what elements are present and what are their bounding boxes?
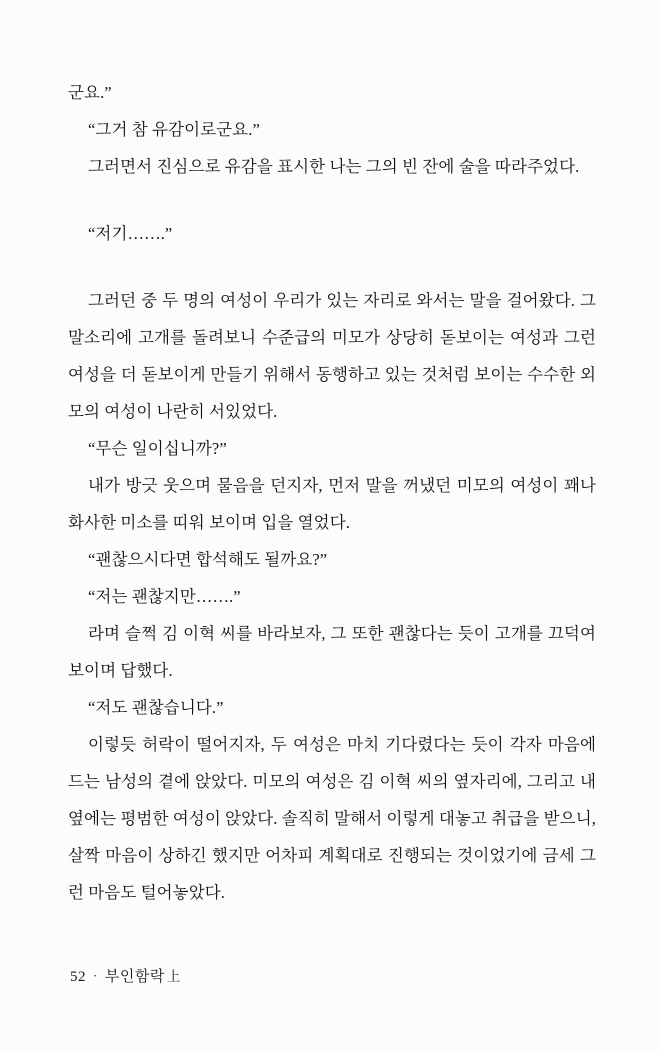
paragraph: 군요.” [68, 83, 112, 102]
paragraph: “괜찮으시다면 합석해도 될까요?” [88, 550, 328, 569]
paragraph: “무슨 일이십니까?” [88, 439, 227, 458]
page-text-body [68, 74, 596, 911]
paragraph: 그러면서 진심으로 유감을 표시한 나는 그의 빈 잔에 술을 따라주었다. [88, 157, 580, 176]
book-volume: 上 [166, 969, 181, 984]
book-title: 부인함락 [104, 969, 165, 985]
paragraph: “저기…….” [88, 224, 173, 243]
paragraph: “그거 참 유감이로군요.” [88, 120, 260, 139]
paragraph: 내가 방긋 웃으며 물음을 던지자, 먼저 말을 꺼냈던 미모의 여성이 꽤나 화사한 미소를 띠워 보이며 입을 열었다. [68, 476, 596, 532]
paragraph: “저는 괜찮지만…….” [88, 587, 241, 606]
paragraph: 그러던 중 두 명의 여성이 우리가 있는 자리로 와서는 말을 걸어왔다. 그 말소리에 고개를 돌려보니 수준급의 미모가 상당히 돋보이는 여성과 그런 여성을 더 돋보이게 만들기 위해서 동행하고 있는 것처럼 보이는 수수한 외모의 여성이 나란히 서있었다. [68, 291, 596, 421]
page-footer [70, 966, 181, 987]
paragraph: 이렇듯 허락이 떨어지자, 두 여성은 마치 기다렸다는 듯이 각자 마음에 드는 남성의 곁에 앉았다. 미모의 여성은 김 이혁 씨의 옆자리에, 그리고 내 옆에는 평범한 여성이 앉았다. 솔직히 말해서 이렇게 대놓고 취급을 받으니, 살짝 마음이 상하긴 했지만 어차피 계획대로 진행되는 것이었기에 금세 그런 마음도 털어놓았다. [68, 735, 596, 902]
paragraph: “저도 괜찮습니다.” [88, 698, 224, 717]
page-number: 52 [70, 969, 86, 985]
footer-separator: · [93, 968, 98, 983]
paragraph: 라며 슬쩍 김 이혁 씨를 바라보자, 그 또한 괜찮다는 듯이 고개를 끄덕여 보이며 답했다. [68, 624, 596, 680]
